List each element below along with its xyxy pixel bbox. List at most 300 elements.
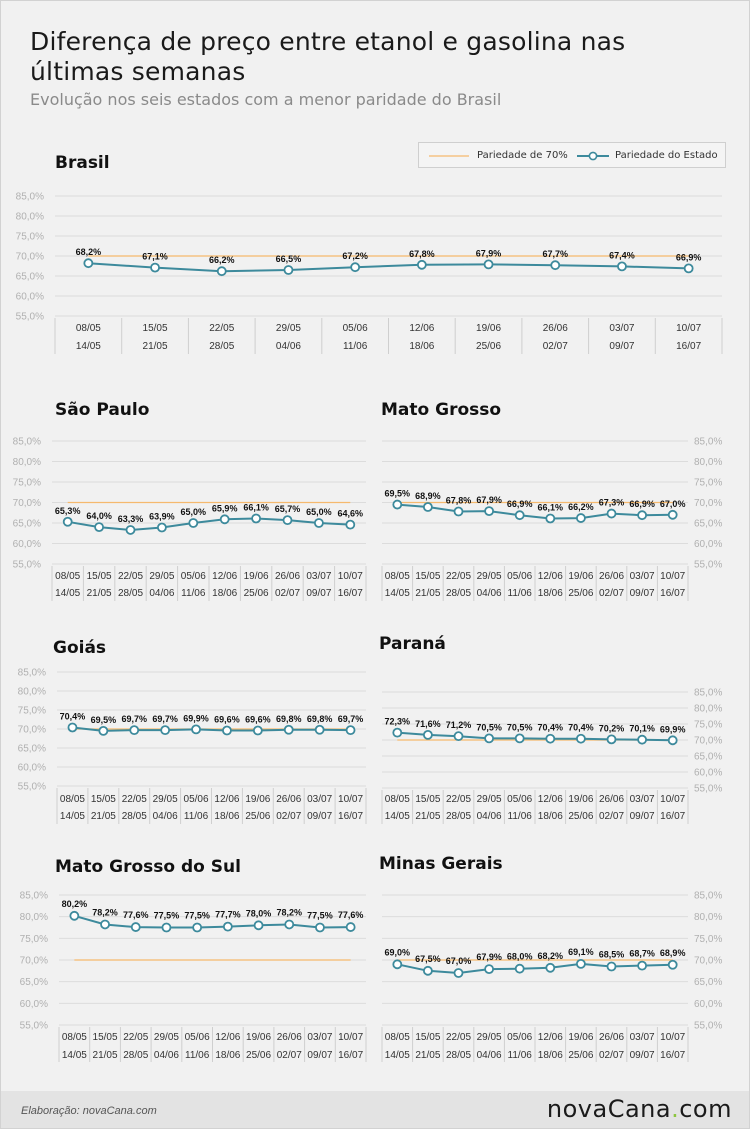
data-label: 68,0% xyxy=(506,951,533,962)
x-tick-label-end: 09/07 xyxy=(609,341,635,352)
y-tick-label: 75,0% xyxy=(15,231,44,243)
data-label: 78,0% xyxy=(245,908,272,919)
y-tick-label: 85,0% xyxy=(19,890,48,902)
chart-sao-paulo xyxy=(13,437,366,602)
x-tick-label-start: 19/06 xyxy=(568,571,594,582)
x-tick-label-end: 21/05 xyxy=(92,1050,118,1061)
data-point xyxy=(99,727,107,735)
x-tick-label-start: 26/06 xyxy=(276,1032,302,1043)
data-label: 69,8% xyxy=(275,713,302,724)
data-label: 69,7% xyxy=(121,714,148,725)
x-tick-label-start: 29/05 xyxy=(153,1032,179,1043)
x-tick-label-end: 21/05 xyxy=(86,588,112,599)
x-tick-label-start: 03/07 xyxy=(307,794,333,805)
data-point xyxy=(223,727,231,735)
x-tick-label-start: 03/07 xyxy=(307,1032,333,1043)
data-label: 67,2% xyxy=(342,251,368,262)
data-point xyxy=(284,266,292,274)
x-tick-label-end: 14/05 xyxy=(75,341,101,352)
panel-title-mato-grosso: Mato Grosso xyxy=(381,400,502,420)
x-tick-label-start: 10/07 xyxy=(338,794,364,805)
y-tick-label: 80,0% xyxy=(19,912,48,924)
x-tick-label-end: 16/07 xyxy=(338,811,364,822)
data-label: 69,0% xyxy=(384,947,411,958)
data-point xyxy=(638,736,646,744)
data-label: 77,5% xyxy=(307,910,333,921)
data-label: 67,8% xyxy=(445,495,472,506)
y-tick-label: 75,0% xyxy=(19,933,48,945)
x-tick-label-end: 09/07 xyxy=(306,588,332,599)
x-tick-label-start: 12/06 xyxy=(537,1032,563,1043)
x-tick-label-end: 18/06 xyxy=(537,588,563,599)
chart-goias xyxy=(18,668,366,825)
x-tick-label-end: 14/05 xyxy=(55,588,81,599)
data-point xyxy=(669,511,677,519)
data-point xyxy=(516,965,524,973)
data-label: 65,9% xyxy=(211,503,238,514)
x-tick-label-end: 25/06 xyxy=(245,811,271,822)
x-tick-label-end: 11/06 xyxy=(507,588,532,599)
x-tick-label-end: 16/07 xyxy=(676,341,702,352)
data-label: 66,2% xyxy=(568,502,594,513)
y-tick-label: 85,0% xyxy=(694,687,723,699)
x-tick-label-end: 02/07 xyxy=(598,588,625,599)
data-point xyxy=(638,962,646,970)
x-tick-label-start: 26/06 xyxy=(276,794,302,805)
x-tick-label-start: 05/06 xyxy=(507,571,533,582)
data-point xyxy=(64,518,72,526)
y-tick-label: 75,0% xyxy=(17,705,46,717)
x-tick-label-end: 18/06 xyxy=(212,588,238,599)
y-tick-label: 75,0% xyxy=(694,933,723,945)
data-label: 70,5% xyxy=(506,722,533,733)
data-point xyxy=(608,963,616,971)
x-tick-label-end: 25/06 xyxy=(476,341,502,352)
data-label: 67,0% xyxy=(659,498,686,509)
x-tick-label-end: 25/06 xyxy=(246,1050,272,1061)
chart-mato-grosso xyxy=(382,437,722,602)
data-label: 63,3% xyxy=(117,513,144,524)
x-tick-label-start: 29/05 xyxy=(476,1032,502,1043)
x-tick-label-end: 09/07 xyxy=(629,811,655,822)
x-tick-label-end: 02/07 xyxy=(598,1050,625,1061)
x-tick-label-start: 19/06 xyxy=(476,323,502,334)
x-tick-label-start: 08/05 xyxy=(59,794,85,805)
data-point xyxy=(132,923,140,931)
x-tick-label-end: 21/05 xyxy=(415,588,441,599)
data-label: 66,1% xyxy=(537,502,564,513)
data-point xyxy=(351,263,359,271)
x-tick-label-start: 08/05 xyxy=(384,794,410,805)
x-tick-label-end: 18/06 xyxy=(537,1050,563,1061)
data-label: 67,8% xyxy=(409,248,435,259)
x-tick-label-start: 22/05 xyxy=(445,571,472,582)
data-point xyxy=(393,960,401,968)
x-tick-label-end: 04/06 xyxy=(476,811,502,822)
y-tick-label: 85,0% xyxy=(12,436,41,448)
x-tick-label-start: 15/05 xyxy=(86,571,112,582)
x-tick-label-start: 12/06 xyxy=(215,1032,241,1043)
data-label: 78,2% xyxy=(92,907,118,918)
x-tick-label-end: 09/07 xyxy=(307,811,333,822)
y-tick-label: 60,0% xyxy=(15,291,44,303)
data-point xyxy=(95,523,103,531)
panel-title-mato-grosso-do-sul: Mato Grosso do Sul xyxy=(55,857,241,877)
data-label: 65,3% xyxy=(54,505,81,516)
legend-label-threshold: Pariedade de 70% xyxy=(477,150,568,161)
y-tick-label: 85,0% xyxy=(694,890,723,902)
x-tick-label-start: 10/07 xyxy=(660,1032,686,1043)
x-tick-label-start: 05/06 xyxy=(342,323,368,334)
data-label: 69,6% xyxy=(214,714,240,725)
data-point xyxy=(192,725,200,733)
data-label: 67,1% xyxy=(142,251,168,262)
y-tick-label: 55,0% xyxy=(694,783,723,795)
y-tick-label: 60,0% xyxy=(694,767,723,779)
credit-text: Elaboração: novaCana.com xyxy=(21,1105,157,1117)
x-tick-label-end: 28/05 xyxy=(121,811,147,822)
y-tick-label: 65,0% xyxy=(17,743,46,755)
x-tick-label-start: 05/06 xyxy=(183,794,209,805)
data-label: 66,1% xyxy=(243,502,269,513)
x-tick-label-start: 19/06 xyxy=(568,794,594,805)
x-tick-label-start: 29/05 xyxy=(275,323,301,334)
y-tick-label: 65,0% xyxy=(694,751,723,763)
x-tick-label-end: 18/06 xyxy=(214,811,240,822)
x-tick-label-start: 03/07 xyxy=(306,571,332,582)
y-tick-label: 75,0% xyxy=(12,477,41,489)
x-tick-label-end: 21/05 xyxy=(415,811,441,822)
data-point xyxy=(485,734,493,742)
data-point xyxy=(284,516,292,524)
data-label: 80,2% xyxy=(61,898,88,909)
panel-title-brasil: Brasil xyxy=(55,153,110,173)
data-point xyxy=(347,923,355,931)
y-tick-label: 65,0% xyxy=(694,518,723,530)
x-tick-label-end: 11/06 xyxy=(343,341,368,352)
x-tick-label-start: 08/05 xyxy=(61,1032,87,1043)
logo-dot: . xyxy=(671,1095,680,1123)
data-label: 64,0% xyxy=(86,511,112,522)
x-tick-label-start: 22/05 xyxy=(123,1032,149,1043)
x-tick-label-start: 12/06 xyxy=(212,571,238,582)
data-point xyxy=(546,735,554,743)
data-label: 67,4% xyxy=(609,250,635,261)
data-point xyxy=(130,726,138,734)
x-tick-label-start: 29/05 xyxy=(476,571,502,582)
footer-bar xyxy=(1,1091,749,1128)
x-tick-label-start: 12/06 xyxy=(537,571,563,582)
y-tick-label: 70,0% xyxy=(694,955,723,967)
y-tick-label: 60,0% xyxy=(694,998,723,1010)
panel-title-sao-paulo: São Paulo xyxy=(55,400,150,420)
x-tick-label-start: 10/07 xyxy=(660,571,686,582)
y-tick-label: 55,0% xyxy=(15,311,44,323)
y-tick-label: 85,0% xyxy=(15,191,44,203)
data-point xyxy=(424,503,432,511)
x-tick-label-start: 12/06 xyxy=(214,794,240,805)
x-tick-label-start: 29/05 xyxy=(152,794,178,805)
x-tick-label-end: 28/05 xyxy=(445,811,472,822)
panel-title-parana: Paraná xyxy=(379,634,446,654)
y-tick-label: 85,0% xyxy=(17,667,46,679)
data-point xyxy=(393,501,401,509)
y-tick-label: 65,0% xyxy=(19,977,48,989)
data-point xyxy=(669,961,677,969)
y-tick-label: 80,0% xyxy=(12,457,41,468)
data-point xyxy=(101,920,109,928)
x-tick-label-start: 05/06 xyxy=(180,571,206,582)
x-tick-label-start: 10/07 xyxy=(676,323,702,334)
data-point xyxy=(316,726,324,734)
x-tick-label-start: 03/07 xyxy=(609,323,635,334)
x-tick-label-end: 16/07 xyxy=(660,811,686,822)
x-tick-label-start: 29/05 xyxy=(149,571,175,582)
data-label: 66,9% xyxy=(506,499,533,510)
x-tick-label-end: 04/06 xyxy=(152,811,178,822)
x-tick-label-end: 18/06 xyxy=(537,811,563,822)
y-tick-label: 65,0% xyxy=(694,977,723,989)
data-point xyxy=(546,964,554,972)
logo-suffix: Cana xyxy=(607,1095,672,1123)
data-label: 68,2% xyxy=(537,950,564,961)
y-tick-label: 65,0% xyxy=(15,271,44,283)
data-label: 70,5% xyxy=(476,722,502,733)
y-tick-label: 80,0% xyxy=(694,457,723,468)
data-label: 67,9% xyxy=(476,952,502,963)
data-point xyxy=(127,526,135,534)
data-label: 68,5% xyxy=(598,949,625,960)
x-tick-label-end: 02/07 xyxy=(598,811,625,822)
data-label: 64,6% xyxy=(337,508,364,519)
data-point xyxy=(424,967,432,975)
x-tick-label-end: 28/05 xyxy=(445,588,472,599)
data-point xyxy=(669,736,677,744)
y-tick-label: 55,0% xyxy=(19,1020,48,1032)
x-tick-label-end: 25/06 xyxy=(568,588,594,599)
x-tick-label-end: 16/07 xyxy=(660,1050,686,1061)
x-tick-label-end: 14/05 xyxy=(384,1050,410,1061)
data-point xyxy=(346,521,354,529)
x-tick-label-start: 05/06 xyxy=(507,1032,533,1043)
data-point xyxy=(84,259,92,267)
x-tick-label-end: 11/06 xyxy=(507,1050,532,1061)
x-tick-label-end: 16/07 xyxy=(338,1050,364,1061)
data-point xyxy=(254,727,262,735)
data-point xyxy=(70,912,78,920)
y-tick-label: 55,0% xyxy=(694,1020,723,1032)
data-point xyxy=(577,514,585,522)
x-tick-label-end: 14/05 xyxy=(59,811,85,822)
data-point xyxy=(224,923,232,931)
x-tick-label-start: 15/05 xyxy=(415,794,441,805)
data-point xyxy=(485,507,493,515)
data-point xyxy=(252,514,260,522)
x-tick-label-start: 05/06 xyxy=(184,1032,210,1043)
x-tick-label-start: 22/05 xyxy=(445,1032,472,1043)
x-tick-label-end: 02/07 xyxy=(542,341,568,352)
data-label: 66,9% xyxy=(629,499,655,510)
x-tick-label-start: 12/06 xyxy=(409,323,435,334)
data-label: 70,4% xyxy=(537,722,564,733)
x-tick-label-start: 26/06 xyxy=(274,571,301,582)
x-tick-label-start: 10/07 xyxy=(337,571,363,582)
x-tick-label-start: 29/05 xyxy=(476,794,502,805)
y-tick-label: 60,0% xyxy=(19,998,48,1010)
data-point xyxy=(638,511,646,519)
data-point xyxy=(255,921,263,929)
data-point xyxy=(424,731,432,739)
data-label: 78,2% xyxy=(276,907,303,918)
x-tick-label-end: 28/05 xyxy=(117,588,144,599)
x-tick-label-end: 18/06 xyxy=(215,1050,241,1061)
panel-title-goias: Goiás xyxy=(53,638,107,658)
data-label: 65,0% xyxy=(180,507,207,517)
data-point xyxy=(551,261,559,269)
chart-minas-gerais xyxy=(382,891,722,1063)
data-point xyxy=(608,735,616,743)
x-tick-label-start: 26/06 xyxy=(598,1032,625,1043)
x-tick-label-end: 04/06 xyxy=(153,1050,179,1061)
x-tick-label-start: 26/06 xyxy=(598,571,625,582)
data-point xyxy=(485,260,493,268)
data-label: 66,2% xyxy=(208,255,235,266)
x-tick-label-end: 21/05 xyxy=(142,341,168,352)
data-label: 77,5% xyxy=(184,910,210,921)
data-point xyxy=(158,524,166,532)
data-point xyxy=(577,960,585,968)
y-tick-label: 65,0% xyxy=(12,518,41,530)
x-tick-label-start: 19/06 xyxy=(245,794,271,805)
data-point xyxy=(608,510,616,518)
series-line xyxy=(397,733,672,741)
y-tick-label: 75,0% xyxy=(694,719,723,731)
data-point xyxy=(193,924,201,932)
x-tick-label-start: 19/06 xyxy=(568,1032,594,1043)
data-point xyxy=(485,965,493,973)
data-point xyxy=(285,920,293,928)
y-tick-label: 60,0% xyxy=(694,539,723,550)
data-label: 69,7% xyxy=(337,714,364,725)
data-label: 77,5% xyxy=(153,910,180,921)
y-tick-label: 70,0% xyxy=(19,955,48,967)
panel-title-minas-gerais: Minas Gerais xyxy=(379,854,503,874)
data-point xyxy=(221,515,229,523)
data-point xyxy=(161,726,169,734)
data-point xyxy=(418,261,426,269)
main-title: Diferença de preço entre etanol e gasolina nas últimas semanas xyxy=(30,27,626,86)
x-tick-label-end: 09/07 xyxy=(307,1050,333,1061)
x-tick-label-end: 04/06 xyxy=(149,588,175,599)
series-line xyxy=(88,263,688,271)
y-tick-label: 80,0% xyxy=(694,703,723,715)
x-tick-label-start: 15/05 xyxy=(415,1032,441,1043)
data-point xyxy=(347,726,355,734)
y-tick-label: 70,0% xyxy=(694,735,723,747)
data-point xyxy=(516,511,524,519)
data-label: 70,2% xyxy=(598,723,625,734)
data-label: 69,7% xyxy=(152,714,178,725)
y-tick-label: 70,0% xyxy=(694,498,723,509)
data-label: 77,6% xyxy=(122,910,149,921)
data-label: 69,1% xyxy=(568,946,594,957)
data-label: 69,8% xyxy=(306,713,333,724)
subtitle: Evolução nos seis estados com a menor paridade do Brasil xyxy=(30,90,502,109)
chart-brasil xyxy=(16,192,722,355)
y-tick-label: 60,0% xyxy=(12,539,41,550)
y-tick-label: 80,0% xyxy=(694,912,723,924)
x-tick-label-start: 03/07 xyxy=(629,1032,655,1043)
data-label: 66,9% xyxy=(675,252,702,263)
data-label: 77,6% xyxy=(337,910,364,921)
data-point xyxy=(455,508,463,516)
y-tick-label: 55,0% xyxy=(694,559,723,571)
data-point xyxy=(315,519,323,527)
x-tick-label-end: 25/06 xyxy=(568,811,594,822)
data-point xyxy=(393,729,401,737)
x-tick-label-end: 16/07 xyxy=(337,588,363,599)
y-tick-label: 80,0% xyxy=(15,211,44,223)
x-tick-label-end: 11/06 xyxy=(185,1050,210,1061)
data-point xyxy=(618,262,626,270)
data-point xyxy=(455,969,463,977)
x-tick-label-start: 15/05 xyxy=(92,1032,118,1043)
x-tick-label-end: 11/06 xyxy=(183,811,209,822)
data-point xyxy=(162,924,170,932)
x-tick-label-start: 15/05 xyxy=(142,323,168,334)
x-tick-label-start: 05/06 xyxy=(507,794,533,805)
data-label: 69,5% xyxy=(90,714,117,725)
x-tick-label-end: 18/06 xyxy=(409,341,435,352)
data-label: 67,7% xyxy=(542,249,569,260)
data-point xyxy=(316,924,324,932)
x-tick-label-start: 19/06 xyxy=(246,1032,272,1043)
y-tick-label: 60,0% xyxy=(17,762,46,774)
data-label: 68,9% xyxy=(415,491,441,502)
x-tick-label-end: 14/05 xyxy=(384,811,410,822)
x-tick-label-start: 03/07 xyxy=(629,571,655,582)
data-point xyxy=(68,723,76,731)
x-tick-label-end: 04/06 xyxy=(275,341,301,352)
x-tick-label-start: 08/05 xyxy=(75,323,101,334)
x-tick-label-end: 11/06 xyxy=(181,588,206,599)
data-label: 69,5% xyxy=(384,488,411,499)
y-tick-label: 70,0% xyxy=(12,498,41,509)
data-label: 67,9% xyxy=(476,495,502,506)
x-tick-label-end: 04/06 xyxy=(476,1050,502,1061)
x-tick-label-start: 26/06 xyxy=(598,794,625,805)
data-label: 70,1% xyxy=(629,723,655,734)
x-tick-label-end: 11/06 xyxy=(507,811,532,822)
x-tick-label-end: 25/06 xyxy=(243,588,269,599)
x-tick-label-end: 25/06 xyxy=(568,1050,594,1061)
data-label: 71,6% xyxy=(415,718,441,729)
x-tick-label-end: 02/07 xyxy=(276,1050,302,1061)
logo-prefix: nova xyxy=(546,1095,608,1123)
data-label: 65,0% xyxy=(306,507,332,517)
x-tick-label-start: 08/05 xyxy=(384,571,410,582)
data-label: 66,5% xyxy=(275,254,302,264)
data-label: 65,7% xyxy=(274,504,301,515)
x-tick-label-start: 26/06 xyxy=(542,323,568,334)
x-tick-label-start: 08/05 xyxy=(384,1032,410,1043)
data-label: 70,4% xyxy=(59,711,86,722)
x-tick-label-end: 02/07 xyxy=(276,811,302,822)
data-label: 69,9% xyxy=(659,724,686,735)
data-label: 67,0% xyxy=(445,956,472,966)
x-tick-label-start: 19/06 xyxy=(243,571,269,582)
data-label: 68,2% xyxy=(75,247,102,258)
